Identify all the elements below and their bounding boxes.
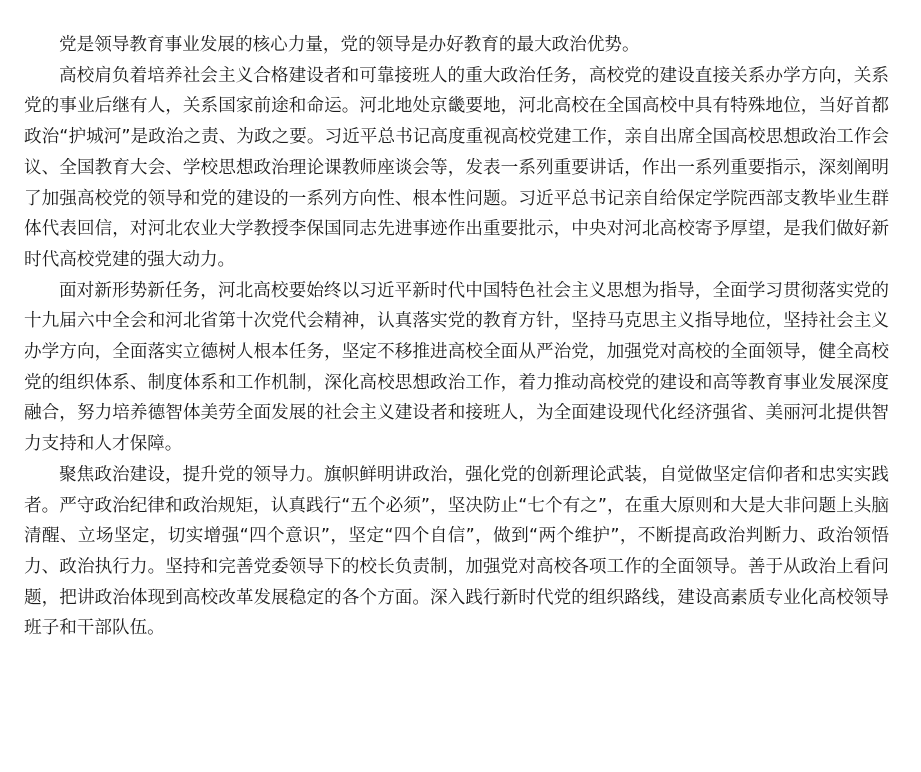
paragraph-political-building: 聚焦政治建设，提升党的领导力。旗帜鲜明讲政治，强化党的创新理论武装，自觉做坚定信仰者和忠实实践者。严守政治纪律和政治规矩，认真践行“五个必须”，坚决防止“七个有之”，在重大原则和大是大非问题上头脑清醒、立场坚定，切实增强“四个意识”，坚定“四个自信”，做到“两个维护”，不断提高政治判断力、政治领悟力、政治执行力。坚持和完善党委领导下的校长负责制，加强党对高校各项工作的全面领导。善于从政治上看问题，把讲政治体现到高校改革发展稳定的各个方面。深入践行新时代党的组织路线，建设高素质专业化高校领导班子和干部队伍。: [24, 464, 889, 639]
paragraph-new-era: 面对新形势新任务，河北高校要始终以习近平新时代中国特色社会主义思想为指导，全面学习贯彻落实党的十九届六中全会和河北省第十次党代会精神，认真落实党的教育方针，坚持马克思主义指导地位，坚持社会主义办学方向，全面落实立德树人根本任务，坚定不移推进高校全面从严治党，加强党对高校的全面领导，健全高校党的组织体系、制度体系和工作机制，深化高校思想政治工作，着力推动高校党的建设和高等教育事业发展深度融合，努力培养德智体美劳全面发展的社会主义建设者和接班人，为全面建设现代化经济强省、美丽河北提供智力支持和人才保障。: [24, 280, 889, 455]
paragraph-intro: 党是领导教育事业发展的核心力量，党的领导是办好教育的最大政治优势。: [59, 35, 640, 55]
paragraph-mission: 高校肩负着培养社会主义合格建设者和可靠接班人的重大政治任务，高校党的建设直接关系办学方向，关系党的事业后继有人，关系国家前途和命运。河北地处京畿要地，河北高校在全国高校中具有特殊地位，当好首都政治“护城河”是政治之责、为政之要。习近平总书记高度重视高校党建工作，亲自出席全国高校思想政治工作会议、全国教育大会、学校思想政治理论课教师座谈会等，发表一系列重要讲话，作出一系列重要指示，深刻阐明了加强高校党的领导和党的建设的一系列方向性、根本性问题。习近平总书记亲自给保定学院西部支教毕业生群体代表回信，对河北农业大学教授李保国同志先进事迹作出重要批示，中央对河北高校寄予厚望，是我们做好新时代高校党建的强大动力。: [24, 65, 889, 270]
